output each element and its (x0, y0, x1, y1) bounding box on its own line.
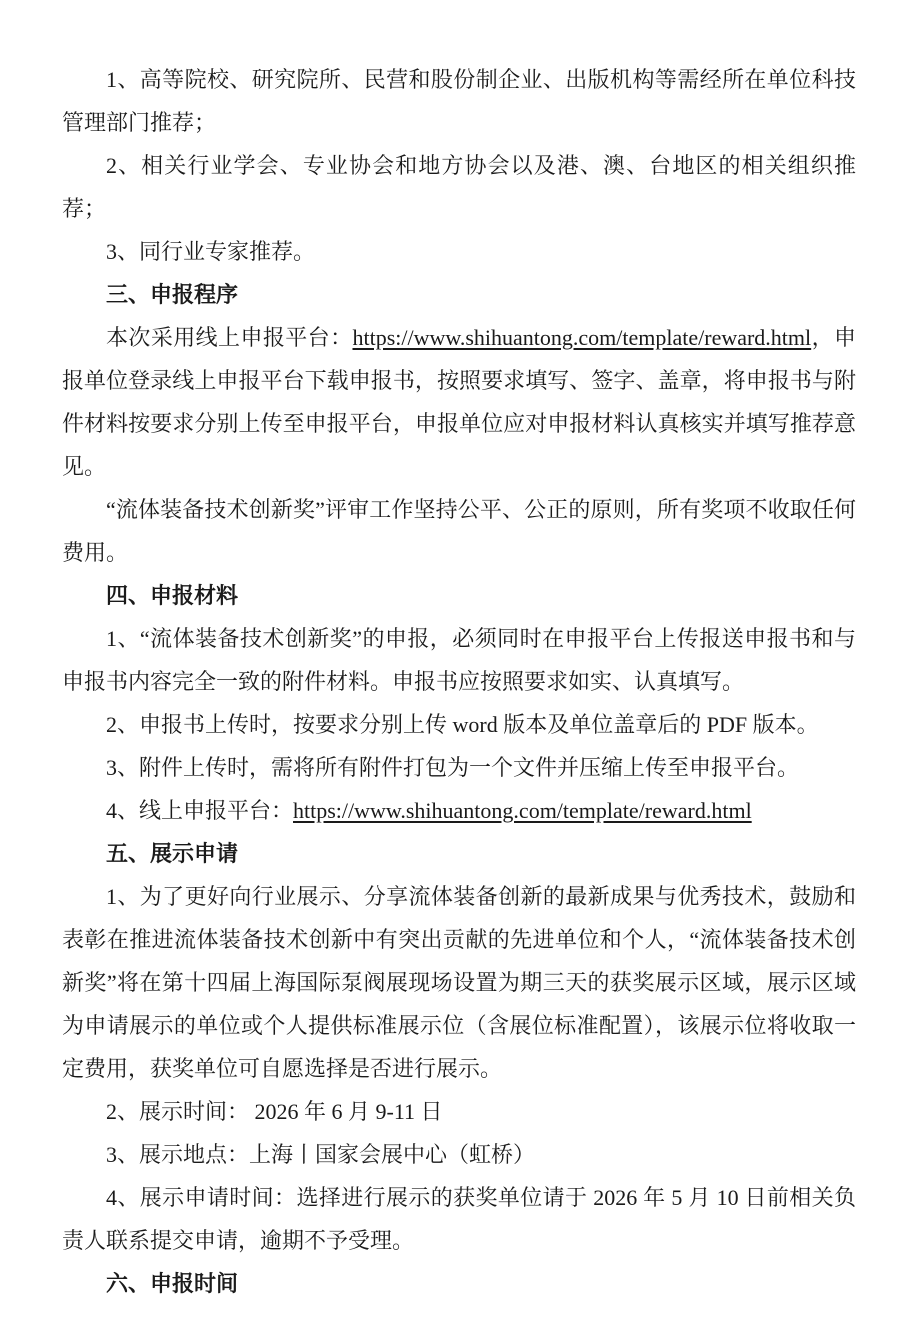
materials-item-3: 3、附件上传时，需将所有附件打包为一个文件并压缩上传至申报平台。 (106, 755, 800, 780)
materials-platform-link[interactable]: https://www.shihuantong.com/template/reward.html (293, 798, 752, 823)
procedure-fairness-paragraph: “流体装备技术创新奖”评审工作坚持公平、公正的原则，所有奖项不收取任何费用。 (62, 497, 856, 565)
procedure-platform-paragraph (62, 316, 856, 488)
platform-suffix-text: ，申报单位登录线上申报平台下载申报书，按照要求填写、签字、盖章，将申报书与附件材料按要求分别上传至申报平台，申报单位应对申报材料认真核实并填写推荐意见。 (62, 325, 856, 479)
exhibition-item-1: 1、为了更好向行业展示、分享流体装备创新的最新成果与优秀技术，鼓励和表彰在推进流体装备技术创新中有突出贡献的先进单位和个人，“流体装备技术创新奖”将在第十四届上海国际泵阀展现场设置为期三天的获奖展示区域，展示区域为申请展示的单位或个人提供标准展示位（含展位标准配置），该展示位将收取一定费用，获奖单位可自愿选择是否进行展示。 (62, 884, 856, 1081)
materials-item-4 (62, 789, 856, 832)
application-platform-link[interactable]: https://www.shihuantong.com/template/reward.html (352, 325, 812, 350)
exhibition-item-4: 4、展示申请时间：选择进行展示的获奖单位请于 2026 年 5 月 10 日前相关负责人联系提交申请，逾期不予受理。 (62, 1185, 856, 1253)
exhibition-item-2: 2、展示时间： 2026 年 6 月 9-11 日 (106, 1099, 443, 1124)
exhibition-item-3: 3、展示地点：上海丨国家会展中心（虹桥） (106, 1142, 536, 1167)
section-heading-exhibition: 五、展示申请 (106, 841, 239, 866)
section-heading-materials: 四、申报材料 (106, 583, 239, 608)
section-heading-time: 六、申报时间 (106, 1271, 239, 1296)
recommend-item-3: 3、同行业专家推荐。 (106, 239, 316, 264)
recommend-item-2: 2、相关行业学会、专业协会和地方协会以及港、澳、台地区的相关组织推荐； (62, 153, 856, 221)
materials-item-2: 2、申报书上传时，按要求分别上传 word 版本及单位盖章后的 PDF 版本。 (106, 712, 819, 737)
section-heading-procedure: 三、申报程序 (106, 282, 239, 307)
recommend-item-1: 1、高等院校、研究院所、民营和股份制企业、出版机构等需经所在单位科技管理部门推荐； (62, 67, 856, 135)
materials-item-1: 1、“流体装备技术创新奖”的申报，必须同时在申报平台上传报送申报书和与申报书内容完全一致的附件材料。申报书应按照要求如实、认真填写。 (62, 626, 856, 694)
materials-platform-prefix-text: 4、线上申报平台： (106, 798, 294, 823)
platform-prefix-text: 本次采用线上申报平台： (106, 325, 353, 350)
